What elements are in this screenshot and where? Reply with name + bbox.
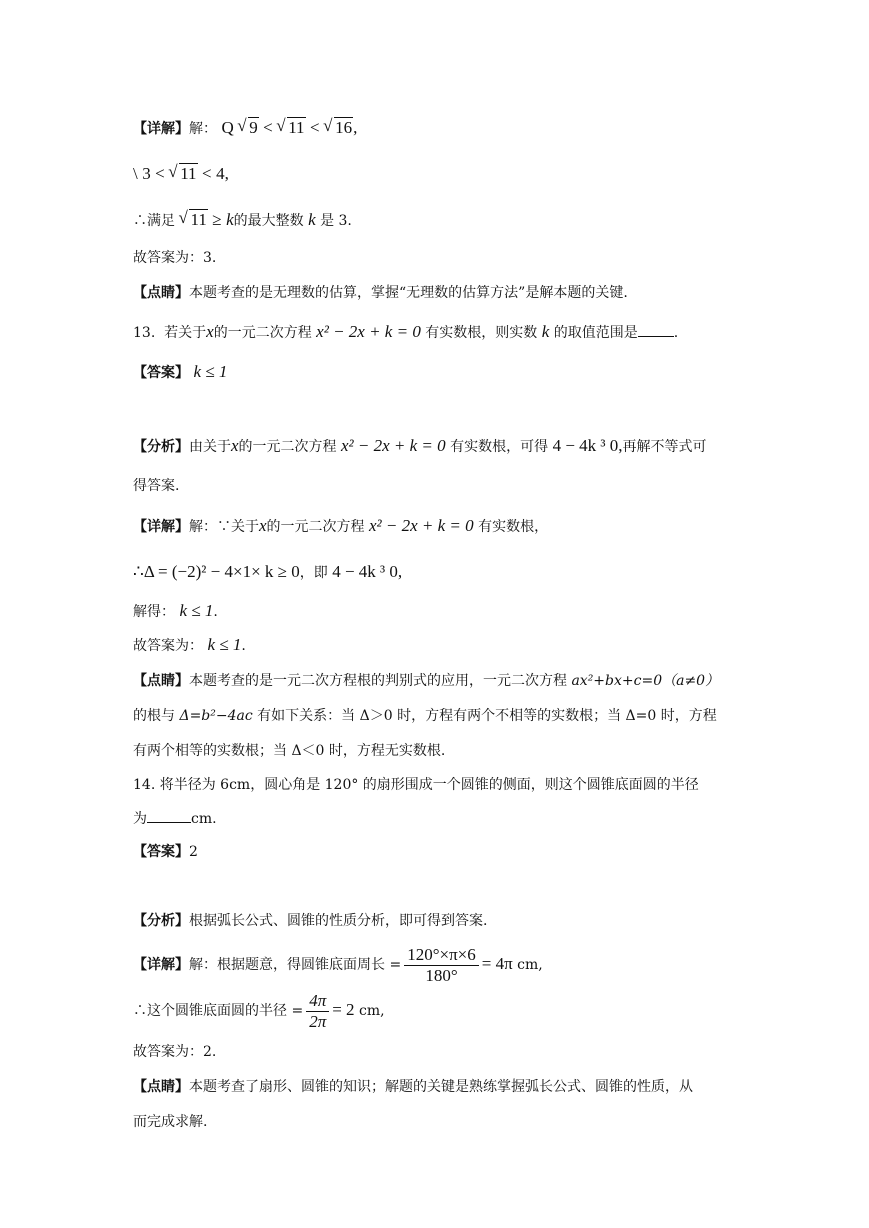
solution: k ≤ 1	[179, 601, 214, 620]
answer-blank	[147, 808, 191, 823]
detail-14-line-2	[133, 986, 749, 1035]
detail-14-line-1	[133, 940, 749, 989]
answer-line-12: 故答案为：3.	[133, 250, 217, 266]
detail-13-line-2	[133, 562, 749, 583]
circumference-fraction	[404, 945, 479, 986]
denominator: 180°	[425, 965, 458, 985]
comment-13-line-3: 有两个相等的实数根；当 Δ＜0 时，方程无实数根.	[133, 743, 446, 759]
punct: ,	[353, 118, 358, 137]
text: 有如下关系：当 Δ＞0 时，方程有两个不相等的实数根；当 Δ=0 时，方程	[257, 708, 717, 724]
sqrt-11	[169, 164, 197, 184]
var-x: x	[259, 516, 267, 535]
comment-text: 本题考查了扇形、圆锥的知识；解题的关键是熟练掌握弧长公式、圆锥的性质，从	[189, 1079, 693, 1095]
text: 由关于	[189, 439, 231, 455]
math-symbol: Q	[221, 118, 234, 137]
detail-line-3	[133, 210, 749, 231]
answer-13	[133, 362, 749, 383]
text: 本题考查的是一元二次方程根的判别式的应用，一元二次方程	[189, 673, 567, 689]
detail-label: 【详解】	[133, 957, 189, 973]
comment-14-line-1	[133, 1077, 749, 1097]
radicand: 11	[180, 164, 197, 183]
var-k: k	[226, 210, 234, 229]
text: 是 3.	[320, 213, 352, 229]
lt-sign: <	[155, 164, 165, 183]
equation: x² − 2x + k = 0	[316, 322, 421, 341]
analysis-label: 【分析】	[133, 913, 189, 929]
math-symbol: \	[133, 164, 138, 183]
answer-label: 【答案】	[133, 365, 189, 381]
detail-13-line-1	[133, 516, 749, 537]
punct: .	[213, 604, 218, 620]
comment-14-line-2: 而完成求解.	[133, 1114, 208, 1130]
number: 4,	[216, 164, 229, 183]
radius-fraction	[306, 991, 329, 1032]
comment-label: 【点睛】	[133, 673, 189, 689]
answer-value: k ≤ 1	[193, 362, 228, 381]
question-14-line-1: 14. 将半径为 6cm，圆心角是 120° 的扇形围成一个圆锥的侧面，则这个圆锥底面圆的半径	[133, 777, 699, 793]
text: cm.	[191, 811, 217, 827]
text: 为	[133, 811, 147, 827]
result: = 2	[332, 1000, 355, 1019]
detail-label: 【详解】	[133, 519, 189, 535]
unit: cm,	[517, 957, 543, 973]
ge-sign: ≥	[212, 210, 222, 229]
comment-text: 本题考查的是无理数的估算，掌握“无理数的估算方法”是解本题的关键.	[189, 285, 628, 301]
sqrt-9	[238, 118, 259, 138]
comment-line-12	[133, 283, 749, 303]
inequality: 4 − 4k ³ 0,	[332, 562, 403, 581]
denominator: 2π	[309, 1011, 327, 1031]
unit: cm,	[359, 1003, 385, 1019]
text: 有实数根，	[478, 519, 549, 535]
equation: ax²+bx+c=0（a≠0）	[571, 673, 720, 689]
answer-label: 【答案】	[133, 844, 189, 860]
text: 的一元二次方程	[266, 519, 365, 535]
question-13	[133, 322, 749, 343]
discriminant: Δ=b²−4ac	[179, 708, 253, 724]
detail-line-1	[133, 118, 749, 139]
punct: .	[673, 325, 679, 341]
text: 若关于	[164, 325, 207, 341]
radicand: 11	[190, 210, 207, 229]
text: 的最大整数	[233, 213, 304, 229]
text: 有实数根，可得	[450, 439, 549, 455]
var-x: x	[206, 322, 214, 341]
question-14-line-2	[133, 808, 749, 829]
discriminant-expression: ∴Δ = (−2)² − 4×1× k ≥ 0	[133, 562, 300, 581]
radicand: 11	[288, 118, 305, 137]
comment-label: 【点睛】	[133, 1079, 189, 1095]
text: 有实数根，则实数	[425, 325, 538, 341]
sqrt-11	[277, 118, 305, 138]
analysis-13-line-1	[133, 436, 749, 457]
text: 的取值范围是	[553, 325, 638, 341]
detail-14-line-3: 故答案为：2.	[133, 1044, 217, 1060]
comment-13-line-1	[133, 671, 749, 691]
text: ，即	[299, 565, 328, 581]
text: 的根与	[133, 708, 175, 724]
lt-sign: <	[263, 118, 273, 137]
text: 的一元二次方程	[213, 325, 312, 341]
punct: .	[241, 638, 246, 654]
analysis-text: 根据弧长公式、圆锥的性质分析，即可得到答案.	[189, 913, 488, 929]
answer-blank	[638, 322, 674, 337]
detail-text: 解：	[189, 121, 217, 137]
result: = 4π	[481, 954, 513, 973]
number: 3	[142, 164, 151, 183]
numerator: 120°×π×6	[404, 945, 479, 966]
detail-13-line-4	[133, 635, 749, 656]
lt-sign: <	[310, 118, 320, 137]
text: 解：∵关于	[189, 519, 259, 535]
text: ∴这个圆锥底面圆的半径 =	[133, 1003, 304, 1019]
sqrt-16	[324, 118, 353, 138]
var-k: k	[308, 210, 316, 229]
text: 故答案为：	[133, 638, 203, 654]
var-k: k	[541, 322, 550, 341]
detail-line-2	[133, 164, 749, 185]
radicand: 9	[249, 118, 258, 137]
radicand: 16	[335, 118, 353, 137]
text: 再解不等式可	[622, 439, 707, 455]
lt-sign: <	[202, 164, 212, 183]
equation: x² − 2x + k = 0	[341, 436, 446, 455]
equation: x² − 2x + k = 0	[369, 516, 474, 535]
detail-13-line-3	[133, 601, 749, 622]
text: 的一元二次方程	[238, 439, 337, 455]
detail-label: 【详解】	[133, 121, 189, 137]
question-number: 13.	[133, 325, 156, 341]
analysis-14	[133, 911, 749, 931]
answer-value: 2	[189, 844, 198, 860]
comment-13-line-2	[133, 706, 749, 726]
answer-14	[133, 842, 749, 862]
text: 解得：	[133, 604, 175, 620]
analysis-label: 【分析】	[133, 439, 189, 455]
comment-label: 【点睛】	[133, 285, 189, 301]
text: 解：根据题意，得圆锥底面周长 =	[189, 957, 402, 973]
var-x: x	[231, 436, 239, 455]
text: ∴满足	[133, 213, 175, 229]
sqrt-11	[179, 210, 207, 230]
solution: k ≤ 1	[207, 635, 242, 654]
analysis-13-line-2: 得答案.	[133, 478, 180, 494]
numerator: 4π	[306, 991, 329, 1012]
inequality: 4 − 4k ³ 0,	[552, 436, 623, 455]
